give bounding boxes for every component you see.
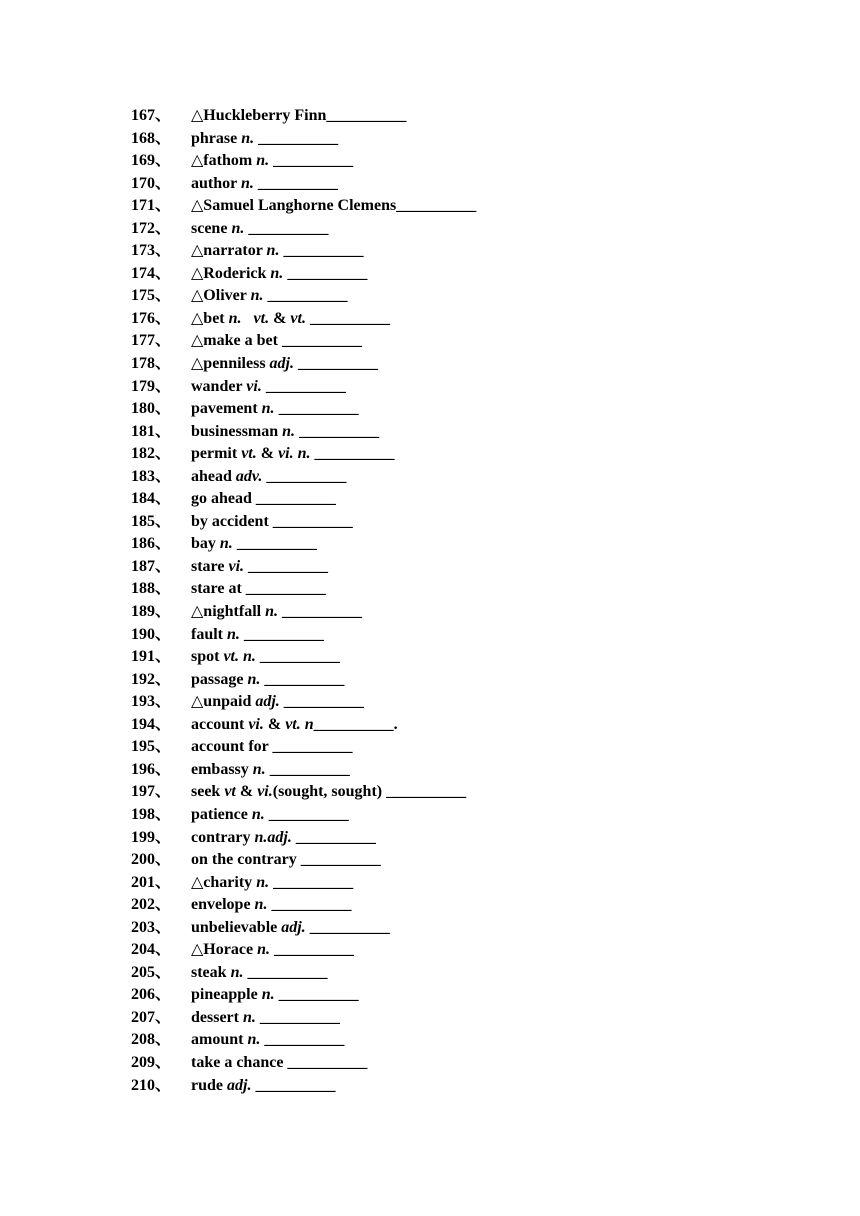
item-entry: phrase n. __________ bbox=[191, 129, 339, 147]
item-number: 206、 bbox=[131, 986, 172, 1004]
vocab-item bbox=[131, 150, 476, 173]
item-number: 186、 bbox=[131, 535, 172, 553]
item-entry: △make a bet __________ bbox=[191, 332, 362, 350]
item-entry: △Horace n. __________ bbox=[191, 941, 354, 959]
item-entry: amount n. __________ bbox=[191, 1031, 345, 1049]
item-entry: on the contrary __________ bbox=[191, 851, 381, 869]
item-entry: pineapple n. __________ bbox=[191, 986, 359, 1004]
item-entry: △Oliver n. __________ bbox=[191, 287, 348, 305]
item-number: 190、 bbox=[131, 625, 172, 643]
item-entry: passage n. __________ bbox=[191, 670, 345, 688]
vocabulary-list bbox=[131, 105, 476, 1097]
vocab-item bbox=[131, 128, 476, 151]
item-number: 172、 bbox=[131, 219, 172, 237]
item-entry: △nightfall n. __________ bbox=[191, 603, 362, 621]
item-number: 169、 bbox=[131, 152, 172, 170]
vocab-item bbox=[131, 195, 476, 218]
item-number: 198、 bbox=[131, 805, 172, 823]
item-number: 199、 bbox=[131, 828, 172, 846]
item-entry: spot vt. n. __________ bbox=[191, 648, 340, 666]
vocab-item bbox=[131, 669, 476, 692]
vocab-item bbox=[131, 646, 476, 669]
item-entry: account for __________ bbox=[191, 738, 353, 756]
vocab-item bbox=[131, 285, 476, 308]
item-entry: △fathom n. __________ bbox=[191, 152, 354, 170]
vocab-item bbox=[131, 872, 476, 895]
vocab-item bbox=[131, 353, 476, 376]
item-number: 195、 bbox=[131, 738, 172, 756]
item-entry: △Samuel Langhorne Clemens__________ bbox=[191, 197, 477, 215]
item-number: 184、 bbox=[131, 490, 172, 508]
item-number: 188、 bbox=[131, 580, 172, 598]
vocab-item bbox=[131, 578, 476, 601]
vocab-item bbox=[131, 308, 476, 331]
item-entry: contrary n.adj. __________ bbox=[191, 828, 376, 846]
item-number: 189、 bbox=[131, 603, 172, 621]
vocab-item bbox=[131, 691, 476, 714]
item-number: 171、 bbox=[131, 197, 172, 215]
item-entry: steak n. __________ bbox=[191, 963, 328, 981]
item-entry: △Huckleberry Finn__________ bbox=[191, 107, 407, 124]
vocab-item bbox=[131, 376, 476, 399]
vocab-item bbox=[131, 263, 476, 286]
item-entry: scene n. __________ bbox=[191, 219, 329, 237]
item-number: 182、 bbox=[131, 445, 172, 463]
vocab-item bbox=[131, 466, 476, 489]
item-entry: unbelievable adj. __________ bbox=[191, 918, 390, 936]
item-number: 191、 bbox=[131, 648, 172, 666]
item-number: 210、 bbox=[131, 1076, 172, 1094]
vocab-item bbox=[131, 736, 476, 759]
item-number: 200、 bbox=[131, 851, 172, 869]
item-entry: patience n. __________ bbox=[191, 805, 349, 823]
item-number: 204、 bbox=[131, 941, 172, 959]
item-number: 167、 bbox=[131, 107, 172, 124]
item-number: 196、 bbox=[131, 760, 172, 778]
item-number: 178、 bbox=[131, 355, 172, 373]
item-entry: go ahead __________ bbox=[191, 490, 336, 508]
item-number: 173、 bbox=[131, 242, 172, 260]
item-number: 176、 bbox=[131, 309, 172, 327]
item-entry: bay n. __________ bbox=[191, 535, 317, 553]
item-number: 181、 bbox=[131, 422, 172, 440]
item-entry: author n. __________ bbox=[191, 174, 338, 192]
vocab-item bbox=[131, 939, 476, 962]
vocab-item bbox=[131, 398, 476, 421]
item-entry: permit vt. & vi. n. __________ bbox=[191, 445, 395, 463]
vocab-item bbox=[131, 601, 476, 624]
item-number: 193、 bbox=[131, 693, 172, 711]
item-number: 209、 bbox=[131, 1053, 172, 1071]
vocab-item bbox=[131, 962, 476, 985]
vocab-item bbox=[131, 917, 476, 940]
item-number: 192、 bbox=[131, 670, 172, 688]
item-entry: seek vt & vi.(sought, sought) __________ bbox=[191, 783, 467, 801]
vocab-item bbox=[131, 781, 476, 804]
vocab-item bbox=[131, 984, 476, 1007]
item-entry: △Roderick n. __________ bbox=[191, 264, 368, 282]
item-number: 180、 bbox=[131, 400, 172, 418]
vocab-item bbox=[131, 173, 476, 196]
item-entry: stare vi. __________ bbox=[191, 557, 329, 575]
item-number: 170、 bbox=[131, 174, 172, 192]
item-entry: envelope n. __________ bbox=[191, 896, 352, 914]
vocab-item bbox=[131, 511, 476, 534]
item-number: 201、 bbox=[131, 873, 172, 891]
vocab-item bbox=[131, 488, 476, 511]
item-entry: △bet n. vt. & vt. __________ bbox=[191, 309, 390, 327]
item-entry: △penniless adj. __________ bbox=[191, 355, 378, 373]
vocab-item bbox=[131, 240, 476, 263]
item-number: 179、 bbox=[131, 377, 172, 395]
item-entry: dessert n. __________ bbox=[191, 1008, 340, 1026]
vocab-item bbox=[131, 556, 476, 579]
item-number: 183、 bbox=[131, 467, 172, 485]
vocab-item bbox=[131, 1052, 476, 1075]
vocab-item bbox=[131, 533, 476, 556]
item-number: 208、 bbox=[131, 1031, 172, 1049]
vocab-item bbox=[131, 849, 476, 872]
vocab-item bbox=[131, 105, 476, 128]
item-entry: wander vi. __________ bbox=[191, 377, 346, 395]
item-entry: embassy n. __________ bbox=[191, 760, 350, 778]
item-entry: by accident __________ bbox=[191, 512, 353, 530]
item-entry: ahead adv. __________ bbox=[191, 467, 347, 485]
item-number: 194、 bbox=[131, 715, 172, 733]
vocab-item bbox=[131, 1075, 476, 1098]
item-number: 175、 bbox=[131, 287, 172, 305]
vocab-item bbox=[131, 218, 476, 241]
item-entry: fault n. __________ bbox=[191, 625, 324, 643]
item-entry: take a chance __________ bbox=[191, 1053, 368, 1071]
item-number: 174、 bbox=[131, 264, 172, 282]
item-number: 168、 bbox=[131, 129, 172, 147]
item-entry: stare at __________ bbox=[191, 580, 326, 598]
vocab-item bbox=[131, 1007, 476, 1030]
item-number: 207、 bbox=[131, 1008, 172, 1026]
vocab-item bbox=[131, 443, 476, 466]
vocab-item bbox=[131, 624, 476, 647]
vocab-item bbox=[131, 330, 476, 353]
item-entry: △narrator n. __________ bbox=[191, 242, 364, 260]
item-entry: businessman n. __________ bbox=[191, 422, 380, 440]
item-entry: rude adj. __________ bbox=[191, 1076, 336, 1094]
item-entry: △charity n. __________ bbox=[191, 873, 354, 891]
item-number: 197、 bbox=[131, 783, 172, 801]
item-number: 177、 bbox=[131, 332, 172, 350]
vocab-item bbox=[131, 759, 476, 782]
item-number: 205、 bbox=[131, 963, 172, 981]
item-number: 185、 bbox=[131, 512, 172, 530]
vocab-item bbox=[131, 804, 476, 827]
vocab-item bbox=[131, 421, 476, 444]
item-number: 202、 bbox=[131, 896, 172, 914]
vocab-item bbox=[131, 1029, 476, 1052]
item-entry: △unpaid adj. __________ bbox=[191, 693, 364, 711]
item-entry: account vi. & vt. n__________. bbox=[191, 715, 398, 733]
vocab-item bbox=[131, 894, 476, 917]
item-number: 203、 bbox=[131, 918, 172, 936]
vocab-item bbox=[131, 714, 476, 737]
vocab-item bbox=[131, 827, 476, 850]
item-entry: pavement n. __________ bbox=[191, 400, 359, 418]
item-number: 187、 bbox=[131, 557, 172, 575]
